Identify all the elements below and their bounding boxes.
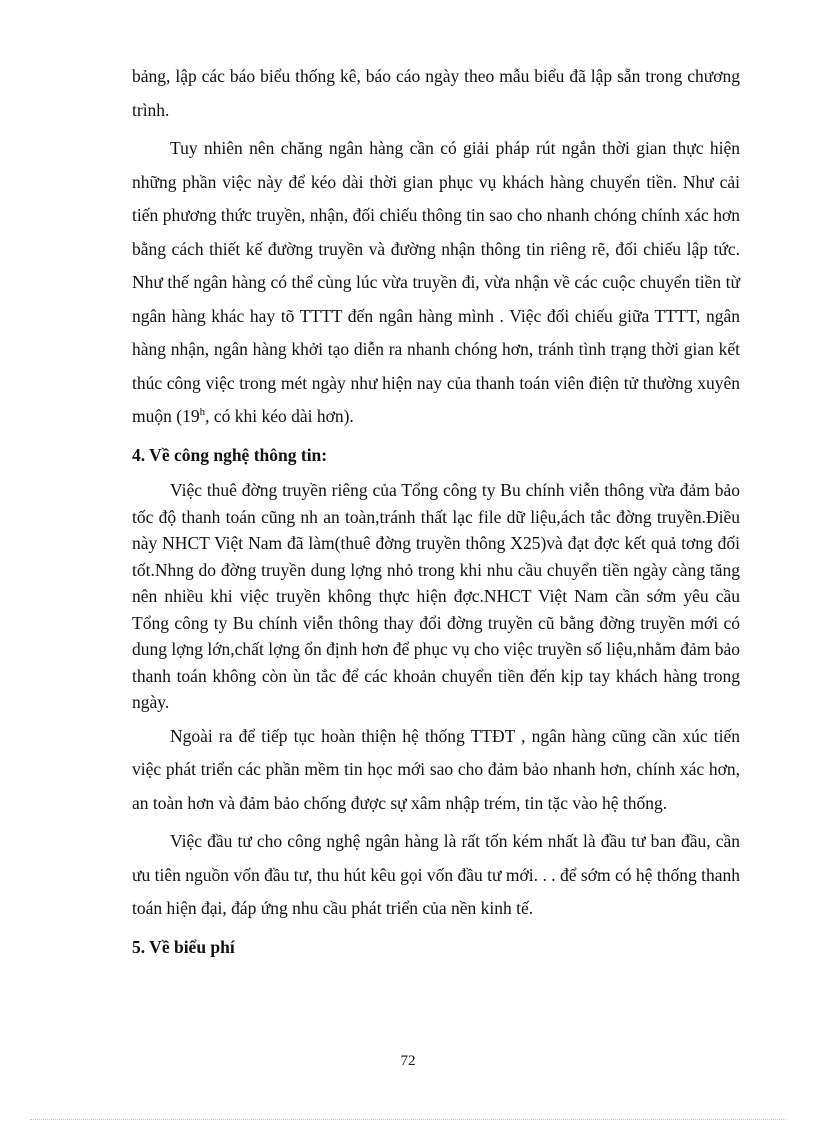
section-heading-it: 4. Về công nghệ thông tin: <box>132 444 328 465</box>
paragraph-transfer-time <box>132 132 740 434</box>
document-page <box>132 60 740 969</box>
page-bottom-rule <box>30 1119 786 1120</box>
paragraph-software: Ngoài ra để tiếp tục hoàn thiện hệ thống TTĐT , ngân hàng cũng cần xúc tiến việc phát triển các phần mềm tin học mới sao cho đảm bảo nhanh hơn, chính xác hơn, an toàn hơn và đảm bảo chống được sự xâm nhập trém, tin tặc vào hệ thống. <box>132 725 740 813</box>
paragraph-investment: Việc đầu tư cho công nghệ ngân hàng là rất tốn kém nhất là đầu tư ban đầu, cần ưu tiên nguồn vốn đầu tư, thu hút kêu gọi vốn đầu tư mới. . . để sớm có hệ thống thanh toán hiện đại, đáp ứng nhu cầu phát triển của nền kinh tế. <box>132 831 740 918</box>
page-number: 72 <box>400 1053 416 1069</box>
hour-superscript: h <box>199 406 206 419</box>
paragraph-leased-line: Việc thuê đờng truyền riêng của Tổng công ty Bu chính viễn thông vừa đảm bảo tốc độ thanh toán cũng nh an toàn,tránh thất lạc file dữ liệu,ách tắc đờng truyền.Điều này NHCT Việt Nam đã làm(thuê đờng truyền thông X25)và đạt đợc kết quả tơng đối tốt.Nhng do đờng truyền dung lợng nhỏ trong khi nhu cầu chuyển tiền ngày càng tăng nên nhiều khi việc truyền không thực hiện đợc.NHCT Việt Nam cần sớm yêu cầu Tổng công ty Bu chính viễn thông thay đổi đờng truyền cũ bằng đờng truyền mới có dung lợng lớn,chất lợng ổn định hơn để phục vụ cho việc truyền số liệu,nhằm đảm bảo thanh toán không còn ùn tắc để các khoản chuyển tiền đến kịp tay khách hàng trong ngày. <box>132 480 740 712</box>
paragraph-transfer-time-end: , có khi kéo dài hơn). <box>205 406 354 426</box>
section-heading-fees: 5. Về biểu phí <box>132 936 235 957</box>
paragraph-continuation: bảng, lập các báo biểu thống kê, báo cáo ngày theo mẫu biểu đã lập sẵn trong chương trình. <box>132 66 740 120</box>
paragraph-transfer-time-text: Tuy nhiên nên chăng ngân hàng cần có giải pháp rút ngắn thời gian thực hiện những phần việc này để kéo dài thời gian phục vụ khách hàng chuyển tiền. Như cải tiến phương thức truyền, nhận, đối chiếu thông tin sao cho nhanh chóng chính xác hơn bằng cách thiết kế đường truyền và đường nhận thông tin riêng rẽ, đối chiếu lập tức. Như thế ngân hàng có thể cùng lúc vừa truyền đi, vừa nhận về các cuộc chuyển tiền từ ngân hàng khác hay tõ TTTT đến ngân hàng mình . Việc đối chiếu giữa TTTT, ngân hàng nhận, ngân hàng khởi tạo diễn ra nhanh chóng hơn, tránh tình trạng thời gian kết thúc công việc trong mét ngày như hiện nay của thanh toán viên điện tử thường xuyên muộn (19 <box>132 138 740 426</box>
